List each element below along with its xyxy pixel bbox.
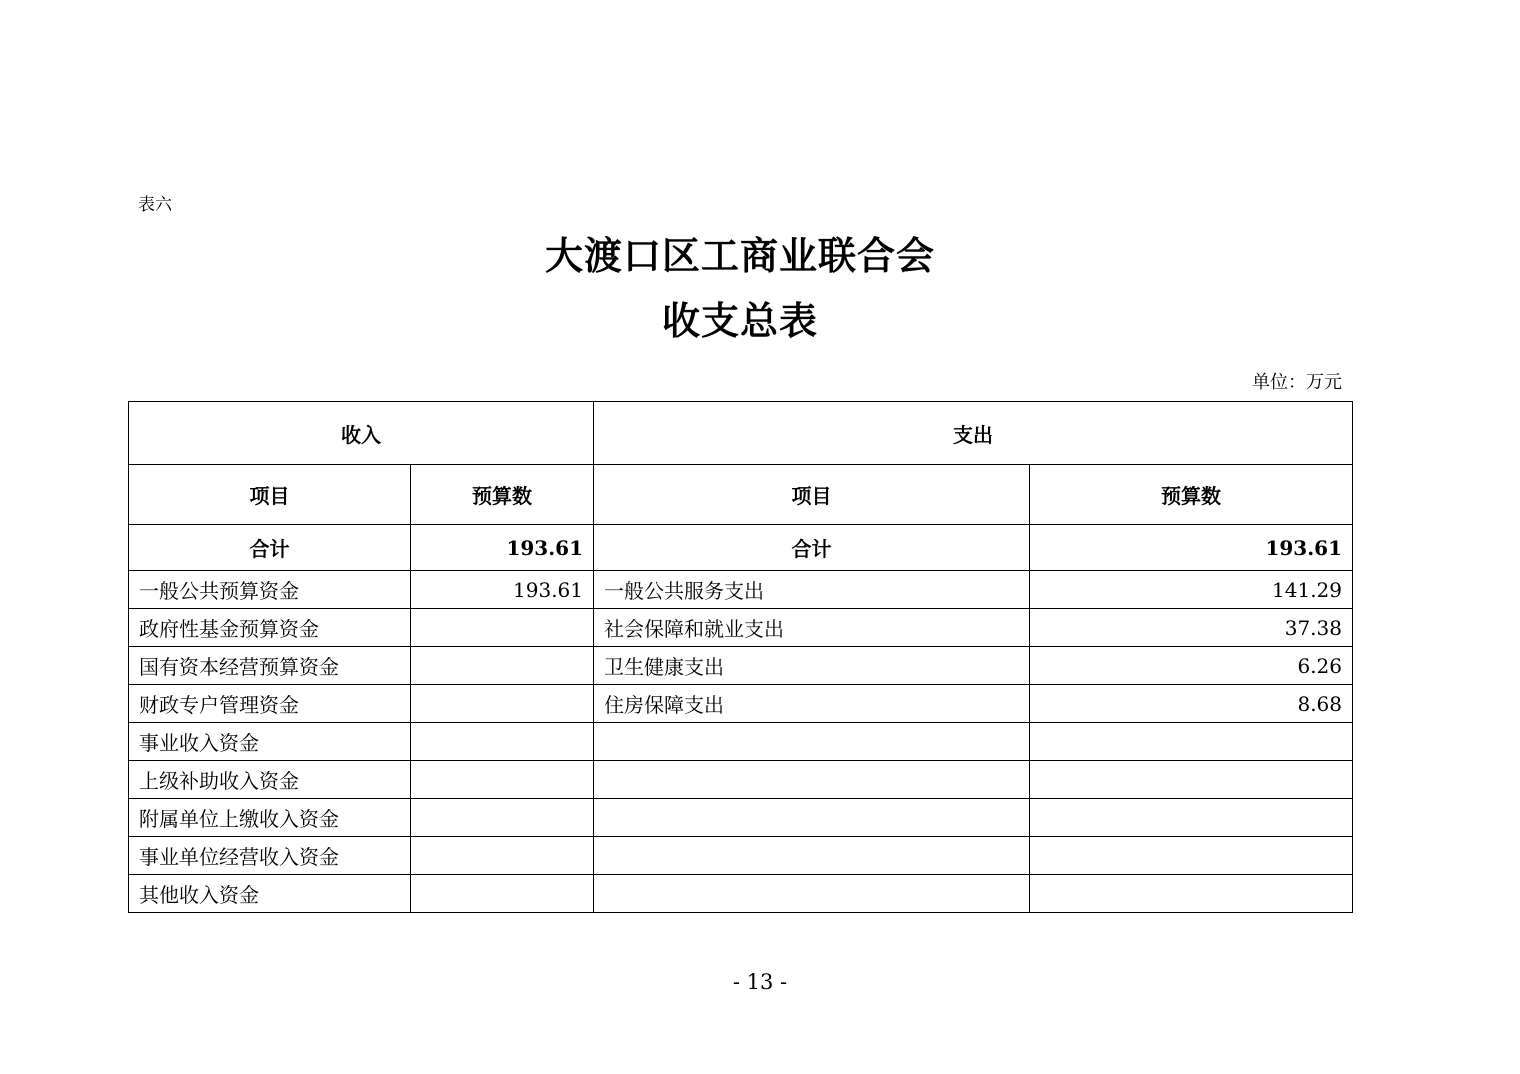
expense-item-cell bbox=[594, 837, 1030, 875]
table-row bbox=[129, 723, 1353, 761]
income-value-cell bbox=[411, 799, 594, 837]
document-subtitle: 收支总表 bbox=[661, 298, 818, 343]
expense-value-cell: 8.68 bbox=[1030, 685, 1353, 723]
income-value-cell bbox=[411, 875, 594, 913]
expense-value-cell: 6.26 bbox=[1030, 647, 1353, 685]
expense-budget-header: 预算数 bbox=[1030, 465, 1353, 525]
income-value-cell: 193.61 bbox=[411, 571, 594, 609]
income-total-value: 193.61 bbox=[411, 525, 594, 571]
table-row bbox=[129, 875, 1353, 913]
expense-item-cell bbox=[594, 799, 1030, 837]
income-section-header: 收入 bbox=[129, 402, 594, 465]
income-item-cell: 事业单位经营收入资金 bbox=[129, 837, 411, 875]
income-value-cell bbox=[411, 761, 594, 799]
document-title: 大渡口区工商业联合会 bbox=[544, 233, 935, 278]
expense-item-cell: 住房保障支出 bbox=[594, 685, 1030, 723]
income-total-label: 合计 bbox=[129, 525, 411, 571]
income-item-cell: 国有资本经营预算资金 bbox=[129, 647, 411, 685]
expense-item-cell bbox=[594, 723, 1030, 761]
expense-value-cell bbox=[1030, 875, 1353, 913]
budget-summary-table bbox=[128, 401, 1353, 913]
page-number: - 13 - bbox=[732, 970, 788, 994]
total-row bbox=[129, 525, 1353, 571]
income-item-cell: 一般公共预算资金 bbox=[129, 571, 411, 609]
table-row bbox=[129, 647, 1353, 685]
table-row bbox=[129, 761, 1353, 799]
expense-item-cell: 社会保障和就业支出 bbox=[594, 609, 1030, 647]
expense-item-cell: 一般公共服务支出 bbox=[594, 571, 1030, 609]
expense-total-value: 193.61 bbox=[1030, 525, 1353, 571]
income-value-cell bbox=[411, 647, 594, 685]
header-row-sections bbox=[129, 402, 1353, 465]
expense-value-cell bbox=[1030, 761, 1353, 799]
expense-value-cell bbox=[1030, 799, 1353, 837]
income-value-cell bbox=[411, 723, 594, 761]
table-row bbox=[129, 837, 1353, 875]
income-value-cell bbox=[411, 685, 594, 723]
table-row bbox=[129, 609, 1353, 647]
table-row bbox=[129, 799, 1353, 837]
income-item-cell: 其他收入资金 bbox=[129, 875, 411, 913]
expense-value-cell: 141.29 bbox=[1030, 571, 1353, 609]
income-value-cell bbox=[411, 837, 594, 875]
expense-item-cell bbox=[594, 875, 1030, 913]
expense-value-cell bbox=[1030, 723, 1353, 761]
expense-value-cell: 37.38 bbox=[1030, 609, 1353, 647]
income-item-cell: 政府性基金预算资金 bbox=[129, 609, 411, 647]
table-row bbox=[129, 571, 1353, 609]
unit-label: 单位：万元 bbox=[1252, 372, 1342, 393]
expense-item-cell bbox=[594, 761, 1030, 799]
table-label: 表六 bbox=[138, 195, 172, 215]
expense-value-cell bbox=[1030, 837, 1353, 875]
income-item-header: 项目 bbox=[129, 465, 411, 525]
income-item-cell: 财政专户管理资金 bbox=[129, 685, 411, 723]
income-value-cell bbox=[411, 609, 594, 647]
income-item-cell: 上级补助收入资金 bbox=[129, 761, 411, 799]
income-budget-header: 预算数 bbox=[411, 465, 594, 525]
expense-section-header: 支出 bbox=[594, 402, 1353, 465]
expense-item-cell: 卫生健康支出 bbox=[594, 647, 1030, 685]
expense-total-label: 合计 bbox=[594, 525, 1030, 571]
income-item-cell: 事业收入资金 bbox=[129, 723, 411, 761]
income-item-cell: 附属单位上缴收入资金 bbox=[129, 799, 411, 837]
table-row bbox=[129, 685, 1353, 723]
header-row-columns bbox=[129, 465, 1353, 525]
expense-item-header: 项目 bbox=[594, 465, 1030, 525]
